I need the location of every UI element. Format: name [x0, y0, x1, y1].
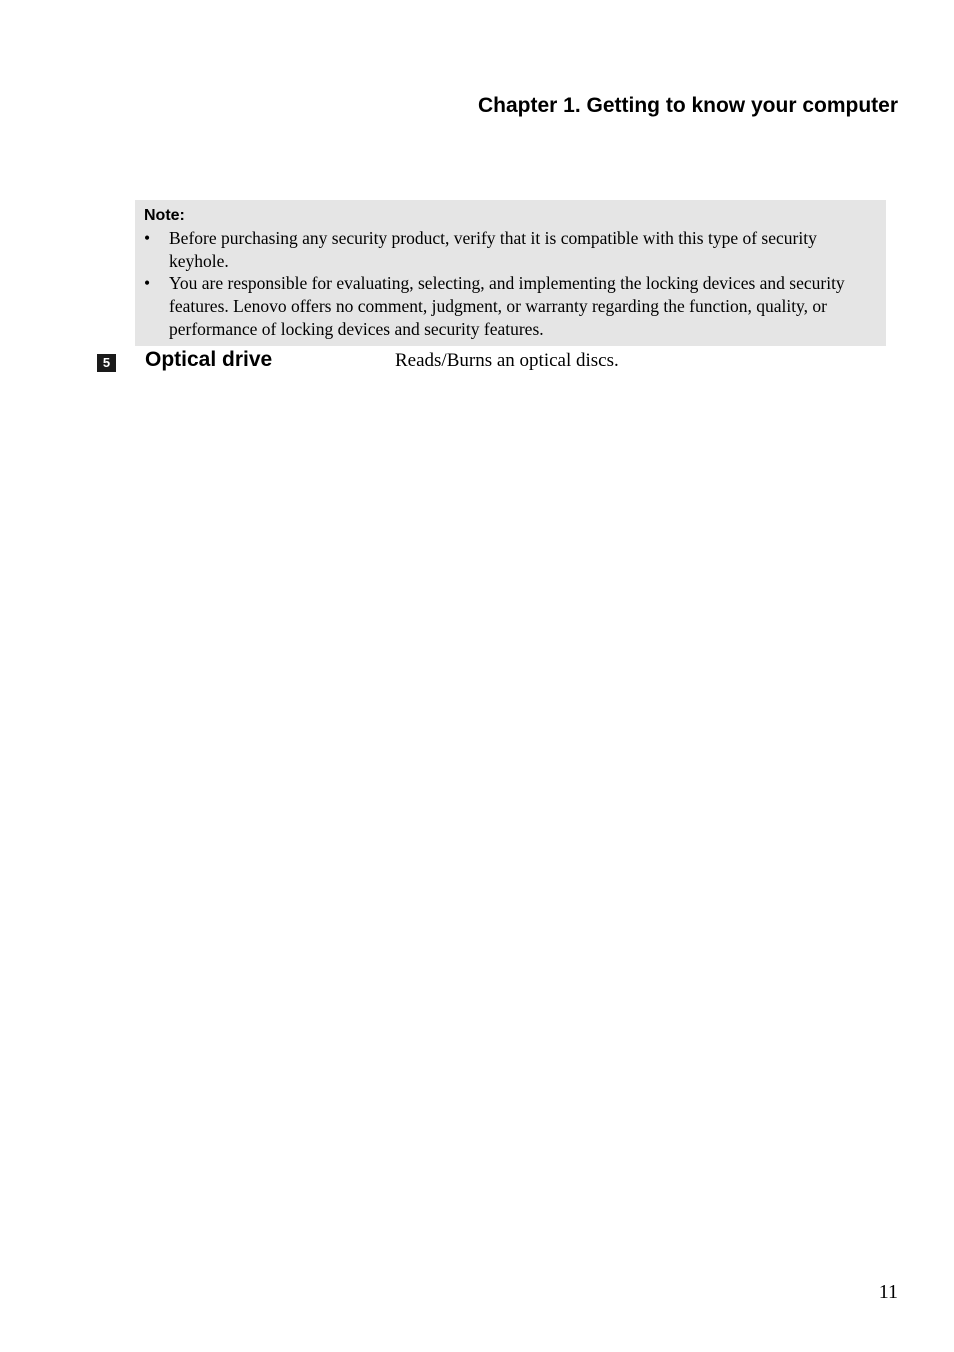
note-label: Note: — [144, 207, 185, 224]
chapter-title: Chapter 1. Getting to know your computer — [477, 94, 898, 117]
note-box — [135, 200, 886, 346]
feature-title: Optical drive — [145, 348, 273, 371]
note-list — [144, 227, 876, 341]
bullet-icon: • — [144, 273, 151, 294]
feature-number-badge: 5 — [97, 354, 116, 372]
bullet-icon: • — [144, 228, 151, 248]
note-item-text: Before purchasing any security product, verify that it is compatible with this type of security keyhole. — [169, 228, 817, 271]
note-item — [144, 227, 876, 272]
note-item — [144, 272, 876, 340]
page-number: 11 — [878, 1281, 898, 1303]
feature-description: Reads/Burns an optical discs. — [395, 350, 619, 371]
feature-row — [0, 346, 954, 376]
note-item-text: You are responsible for evaluating, selecting, and implementing the locking devices and security features. Lenovo offers no comment, judgment, or warranty regarding the function, quality, or performance of locking devices and security features. — [169, 273, 845, 339]
